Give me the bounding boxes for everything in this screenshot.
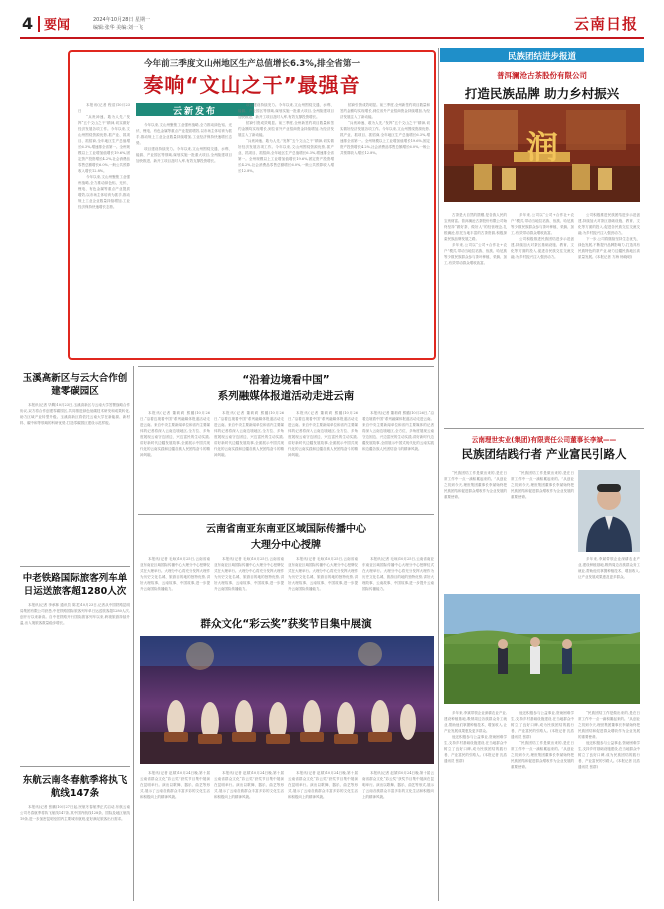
lead-paragraph: 招商引资成效明显。前三季度,全州新签约项目数量和签约金额均实现增长,到位省外产业招商资金持续增加,为经济发展注入了新动能。 bbox=[340, 103, 430, 119]
profile-body-col6 bbox=[578, 710, 640, 901]
profile-title: 民族团结践行者 产业富民引路人 bbox=[461, 447, 627, 461]
performance-photo bbox=[140, 636, 434, 764]
lead-paragraph: 今年以来,文山州聚焦工业强州战略,全力推动绿色铝、光伏、锂电、有色金属等重点产业提质增效,以市场主体培育为抓手,推动规上工业企业数量持续增加,工业经济保持快速增长态势。 bbox=[78, 175, 130, 209]
lead-title: 奏响“文山之干”最强音 bbox=[143, 73, 361, 97]
performance-caption-col3: 本报讯(记者 赵婧)10月24日晚,第十届云南省群众文化“彩云奖”获奖节目集中展演在昆明举行。演出以歌舞、器乐、曲艺等形式,展示了云南各族群众丰富多彩的文化生活和积极向上的精神风貌。 bbox=[288, 771, 358, 799]
section-name: 要闻 bbox=[44, 18, 71, 33]
flight-body: 本报讯(记者 张鹏)10月27日起,民航冬春航季正式启动,东航云南公司冬春航季将执飞航线147条,其中国内航线128条、国际及地区航线19条,进一步加密昆明至国内主要城市航班,更好满足旅客出行需求。 bbox=[20, 805, 130, 821]
train-body: 本报讯(记者 李承林 通讯员 陈龙)10月23日,记者从中国铁路昆明局集团有限公司获悉,中老铁路国际旅客列车单日运送旅客超1280人次,创开行以来新高。自中老铁路开行国际旅客列车以来,跨境旅游持续升温,出入境旅客数量稳步增长。 bbox=[20, 603, 130, 625]
profile-body-col4 bbox=[444, 710, 507, 901]
side-paragraph: 多年来,公司以“公司+合作社+农户”模式,带动当地拉祜族、佤族、哈尼族等少数民族群众参与茶叶种植、采摘、加工,有效带动群众增收致富。 bbox=[444, 243, 507, 265]
field-visit-image bbox=[444, 594, 640, 704]
profile-paragraph: 他还积极参与公益事业,资助困难学生,支持乡村基础设施建设,在当地群众中树立了良好口碑,成为民族团结的践行者、产业富民的引路人。(本报记者 沈浩 通讯员 张群) bbox=[511, 711, 574, 739]
profile-paragraph: 多年来,李斌带领企业深耕农业产业,建设种植基地,吸纳周边各族群众务工就业,帮助他们掌握种植技术、增加收入,让产业发展成果惠及更多群众。 bbox=[444, 711, 507, 733]
date-line: 2024年10月28日 星期一 bbox=[93, 17, 151, 23]
frontier-body-col2: 本报讯(记者 董莉莉 熊璐)10月26日,“沿着边境看中国”系列融媒体报道活动走进云南。来自中央主要新闻单位和省内主要媒体的记者将深入云南边境地区,全方位、多角度展现云南守边固边、兴边富民的生动实践,讲好新时代边疆发展故事,全面展示中国式现代化的云南实践和边疆各族人民团结奋斗的精神风貌。 bbox=[214, 411, 284, 457]
lead-kicker: 今年前三季度文山州地区生产总值增长6.3%,排全省第一 bbox=[143, 59, 361, 69]
side-paragraph: 公司积极推进民族团结进步示范创建,持续加大对茶区基础设施、教育、文化等方面的投入,促进各民族交往交流交融,为乡村振兴注入强劲动力。 bbox=[578, 213, 640, 235]
profile-top-rule bbox=[444, 428, 644, 429]
side-paragraph: 古茶是大自然的馈赠,是各族人民的宝贵财富。普洱澜沧古茶股份有限公司始终坚持“做好茶、做好人”的经营理念,扎根澜沧,依托当地丰富的古茶资源,积极探索民族品牌发展之路。 bbox=[444, 213, 507, 241]
lead-body-col3 bbox=[238, 102, 334, 354]
page-number-divider bbox=[38, 16, 40, 32]
news-separator bbox=[20, 566, 130, 567]
culture-body-col4: 本报讯(记者 毛咏)10月25日,云南省南亚东南亚区域国际传播中心大理分中心授牌仪式在大理举行。大理分中心将充分发挥大理作为历史文化名城、旅游目的地的独特优势,讲好大理故事、云南故事、中国故事,进一步提升云南国际传播能力。 bbox=[362, 557, 434, 591]
side-body-col1 bbox=[444, 212, 507, 424]
side-company: 普洱澜沧古茶股份有限公司 bbox=[497, 71, 587, 80]
side-section-label: 民族团结进步报道 bbox=[507, 52, 576, 62]
frontier-body-col1: 本报讯(记者 董莉莉 熊璐)10月26日,“沿着边境看中国”系列融媒体报道活动走进云南。来自中央主要新闻单位和省内主要媒体的记者将深入云南边境地区,全方位、多角度展现云南守边固边、兴边富民的生动实践,讲好新时代边疆发展故事,全面展示中国式现代化的云南实践和边疆各族人民团结奋斗的精神风貌。 bbox=[140, 411, 210, 457]
profile-paragraph: “民族团结工作是做出来的,是在日常工作中一点一滴积累起来的。”从创业之初到今天,理世集团董事长李斌始终把民族团结和促进群众增收作为企业发展的重要使命。 bbox=[511, 471, 574, 499]
profile-company: 云南理世实业(集团)有限责任公司董事长李斌—— bbox=[471, 436, 617, 444]
lead-paragraph: “兵贵神速、敢为人先,”发挥“五个文山之干”精神,切实做好经济发展各项工作。今年以来,文山州围绕资源优势,抓产业、抓项目、抓招商,全年地区生产总值增长6.3%,增速排全省第一。全州规模以上工业增加值增长19.6%,固定资产投资增长4.2%,社会消费品零售总额增长6.0%,一般公共预算收入增长12.8%。 bbox=[78, 115, 130, 173]
performance-caption-col4: 本报讯(记者 赵婧)10月24日晚,第十届云南省群众文化“彩云奖”获奖节目集中展演在昆明举行。演出以歌舞、器乐、曲艺等形式,展示了云南各族群众丰富多彩的文化生活和积极向上的精神风貌。 bbox=[362, 771, 434, 799]
lead-paragraph: 项目建设持续发力。今年以来,文山州围绕交通、水利、能源、产业园区等领域,谋划实施一批重大项目,全州续建项目加快推进、新开工项目及时入库,有效支撑投资增长。 bbox=[238, 103, 334, 119]
side-body-col2 bbox=[511, 212, 574, 424]
performance-caption-col2: 本报讯(记者 赵婧)10月24日晚,第十届云南省群众文化“彩云奖”获奖节目集中展演在昆明举行。演出以歌舞、器乐、曲艺等形式,展示了云南各族群众丰富多彩的文化生活和积极向上的精神风貌。 bbox=[214, 771, 284, 799]
side-photo bbox=[444, 104, 640, 202]
side-title: 打造民族品牌 助力乡村振兴 bbox=[464, 86, 620, 101]
profile-paragraph: 他还积极参与公益事业,资助困难学生,支持乡村基础设施建设,在当地群众中树立了良好口碑,成为民族团结的践行者、产业富民的引路人。(本报记者 沈浩 通讯员 张群) bbox=[444, 735, 507, 763]
profile-body-col1 bbox=[444, 470, 507, 590]
profile-paragraph: “民族团结工作是做出来的,是在日常工作中一点一滴积累起来的。”从创业之初到今天,理世集团董事长李斌始终把民族团结和促进群众增收作为企业发展的重要使命。 bbox=[578, 711, 640, 739]
culture-title-top: 云南省南亚东南亚区域国际传播中心 bbox=[206, 524, 366, 535]
left-column-divider bbox=[133, 366, 134, 901]
lead-ribbon-label: 云新发布 bbox=[172, 107, 217, 117]
lead-body-col4 bbox=[340, 102, 430, 354]
frontier-top-rule bbox=[138, 366, 434, 367]
masthead bbox=[0, 0, 664, 40]
lead-byline: 本报讯(记者 程浩)10月23日 bbox=[78, 103, 130, 113]
profile-field-photo bbox=[444, 594, 640, 704]
side-paragraph: 多年来,公司以“公司+合作社+农户”模式,带动当地拉祜族、佤族、哈尼族等少数民族群众参与茶叶种植、采摘、加工,有效带动群众增收致富。 bbox=[511, 213, 574, 235]
profile-body-col3 bbox=[578, 556, 640, 590]
frontier-body-col4: 本报讯(记者 董莉莉 熊璐)10月26日,“沿着边境看中国”系列融媒体报道活动走进云南。来自中央主要新闻单位和省内主要媒体的记者将深入云南边境地区,全方位、多角度展现云南守边固边、兴边富民的生动实践,讲好新时代边疆发展故事,全面展示中国式现代化的云南实践和边疆各族人民团结奋斗的精神风貌。 bbox=[362, 411, 434, 451]
profile-paragraph: “民族团结工作是做出来的,是在日常工作中一点一滴积累起来的。”从创业之初到今天,理世集团董事长李斌始终把民族团结和促进群众增收作为企业发展的重要使命。 bbox=[511, 741, 574, 769]
culture-body-col1: 本报讯(记者 毛咏)10月25日,云南省南亚东南亚区域国际传播中心大理分中心授牌仪式在大理举行。大理分中心将充分发挥大理作为历史文化名城、旅游目的地的独特优势,讲好大理故事、云南故事、中国故事,进一步提升云南国际传播能力。 bbox=[140, 557, 210, 591]
news-separator bbox=[20, 766, 130, 767]
profile-portrait bbox=[578, 470, 640, 552]
masthead-rule bbox=[20, 37, 644, 39]
frontier-body-col3: 本报讯(记者 董莉莉 熊璐)10月26日,“沿着边境看中国”系列融媒体报道活动走进云南。来自中央主要新闻单位和省内主要媒体的记者将深入云南边境地区,全方位、多角度展现云南守边固边、兴边富民的生动实践,讲好新时代边疆发展故事,全面展示中国式现代化的云南实践和边疆各族人民团结奋斗的精神风貌。 bbox=[288, 411, 358, 457]
profile-paragraph: “民族团结工作是做出来的,是在日常工作中一点一滴积累起来的。”从创业之初到今天,理世集团董事长李斌始终把民族团结和促进群众增收作为企业发展的重要使命。 bbox=[444, 471, 507, 499]
profile-paragraph: 多年来,李斌带领企业深耕农业产业,建设种植基地,吸纳周边各族群众务工就业,帮助他们掌握种植技术、增加收入,让产业发展成果惠及更多群众。 bbox=[578, 557, 640, 579]
newspaper-logo: 云南日报 bbox=[574, 15, 639, 33]
lead-paragraph: “兵贵神速、敢为人先,”发挥“五个文山之干”精神,切实做好经济发展各项工作。今年以来,文山州围绕资源优势,抓产业、抓项目、抓招商,全年地区生产总值增长6.3%,增速排全省第一。全州规模以上工业增加值增长19.6%,固定资产投资增长4.2%,社会消费品零售总额增长6.0%,一般公共预算收入增长12.8%。 bbox=[238, 139, 334, 173]
frontier-title-main: 系列融媒体报道活动走进云南 bbox=[217, 390, 355, 402]
side-paragraph: 下一步,公司将继续坚持生态优先、绿色发展,不断提升品牌影响力,打造具有民族特色的茶产业,助力边疆民族地区高质量发展。(本报记者 方海 杨晓明) bbox=[578, 237, 640, 259]
train-title: 中老铁路国际旅客列车单日运送旅客超1280人次 bbox=[22, 573, 128, 597]
lead-body-col1 bbox=[78, 102, 130, 354]
portrait-image bbox=[578, 470, 640, 552]
profile-paragraph: 他还积极参与公益事业,资助困难学生,支持乡村基础设施建设,在当地群众中树立了良好口碑,成为民族团结的践行者、产业富民的引路人。(本报记者 沈浩 通讯员 张群) bbox=[578, 741, 640, 769]
lead-paragraph: 项目建设持续发力。今年以来,文山州围绕交通、水利、能源、产业园区等领域,谋划实施一批重大项目,全州续建项目加快推进、新开工项目及时入库,有效支撑投资增长。 bbox=[136, 147, 232, 163]
profile-body-col5 bbox=[511, 710, 574, 901]
lead-paragraph: 招商引资成效明显。前三季度,全州新签约项目数量和签约金额均实现增长,到位省外产业招商资金持续增加,为经济发展注入了新动能。 bbox=[238, 121, 334, 137]
culture-body-col2: 本报讯(记者 毛咏)10月25日,云南省南亚东南亚区域国际传播中心大理分中心授牌仪式在大理举行。大理分中心将充分发挥大理作为历史文化名城、旅游目的地的独特优势,讲好大理故事、云南故事、中国故事,进一步提升云南国际传播能力。 bbox=[214, 557, 284, 591]
lead-paragraph: 今年以来,文山州聚焦工业强州战略,全力推动绿色铝、光伏、锂电、有色金属等重点产业提质增效,以市场主体培育为抓手,推动规上工业企业数量持续增加,工业经济保持快速增长态势。 bbox=[136, 123, 232, 145]
yuxi-body: 本报讯(记者 毕腾)10月23日,玉溪高新区与云南大学签署战略合作协议,双方将合作创建零碳园区,共同推进绿色低碳技术研发和成果转化,助力区域产业转型升级。玉溪高新区将依托云南大学在新能源、新材料、碳中和等领域的科研优势,打造零碳园区建设示范样板。 bbox=[20, 403, 130, 425]
profile-body-col2 bbox=[511, 470, 574, 590]
side-paragraph: 公司积极推进民族团结进步示范创建,持续加大对茶区基础设施、教育、文化等方面的投入,促进各民族交往交流交融,为乡村振兴注入强劲动力。 bbox=[511, 237, 574, 259]
flight-title: 东航云南冬春航季将执飞航线147条 bbox=[22, 775, 128, 799]
stage-performance-image bbox=[140, 636, 434, 764]
performance-title: 群众文化“彩云奖”获奖节目集中展演 bbox=[200, 618, 372, 630]
banner-character: 润 bbox=[525, 128, 558, 166]
lead-paragraph: “兵贵神速、敢为人先,”发挥“五个文山之干”精神,切实做好经济发展各项工作。今年以来,文山州围绕资源优势,抓产业、抓项目、抓招商,全年地区生产总值增长6.3%,增速排全省第一。全州规模以上工业增加值增长19.6%,固定资产投资增长4.2%,社会消费品零售总额增长6.0%,一般公共预算收入增长12.8%。 bbox=[340, 121, 430, 155]
frontier-title-top: “沿着边境看中国” bbox=[242, 374, 330, 386]
culture-title-main: 大理分中心授牌 bbox=[251, 540, 321, 551]
yuxi-title: 玉溪高新区与云大合作创建零碳园区 bbox=[22, 373, 128, 397]
right-column-divider bbox=[438, 48, 439, 901]
side-body-col3 bbox=[578, 212, 640, 424]
page-number: 4 bbox=[22, 14, 34, 33]
editor-line: 编辑:张华 美编:刘一飞 bbox=[93, 25, 143, 31]
performance-caption-col1: 本报讯(记者 赵婧)10月24日晚,第十届云南省群众文化“彩云奖”获奖节目集中展演在昆明举行。演出以歌舞、器乐、曲艺等形式,展示了云南各族群众丰富多彩的文化生活和积极向上的精神风貌。 bbox=[140, 771, 210, 799]
culture-body-col3: 本报讯(记者 毛咏)10月25日,云南省南亚东南亚区域国际传播中心大理分中心授牌仪式在大理举行。大理分中心将充分发挥大理作为历史文化名城、旅游目的地的独特优势,讲好大理故事、云南故事、中国故事,进一步提升云南国际传播能力。 bbox=[288, 557, 358, 591]
lead-body-col2 bbox=[136, 122, 232, 354]
culture-top-rule bbox=[138, 514, 434, 515]
